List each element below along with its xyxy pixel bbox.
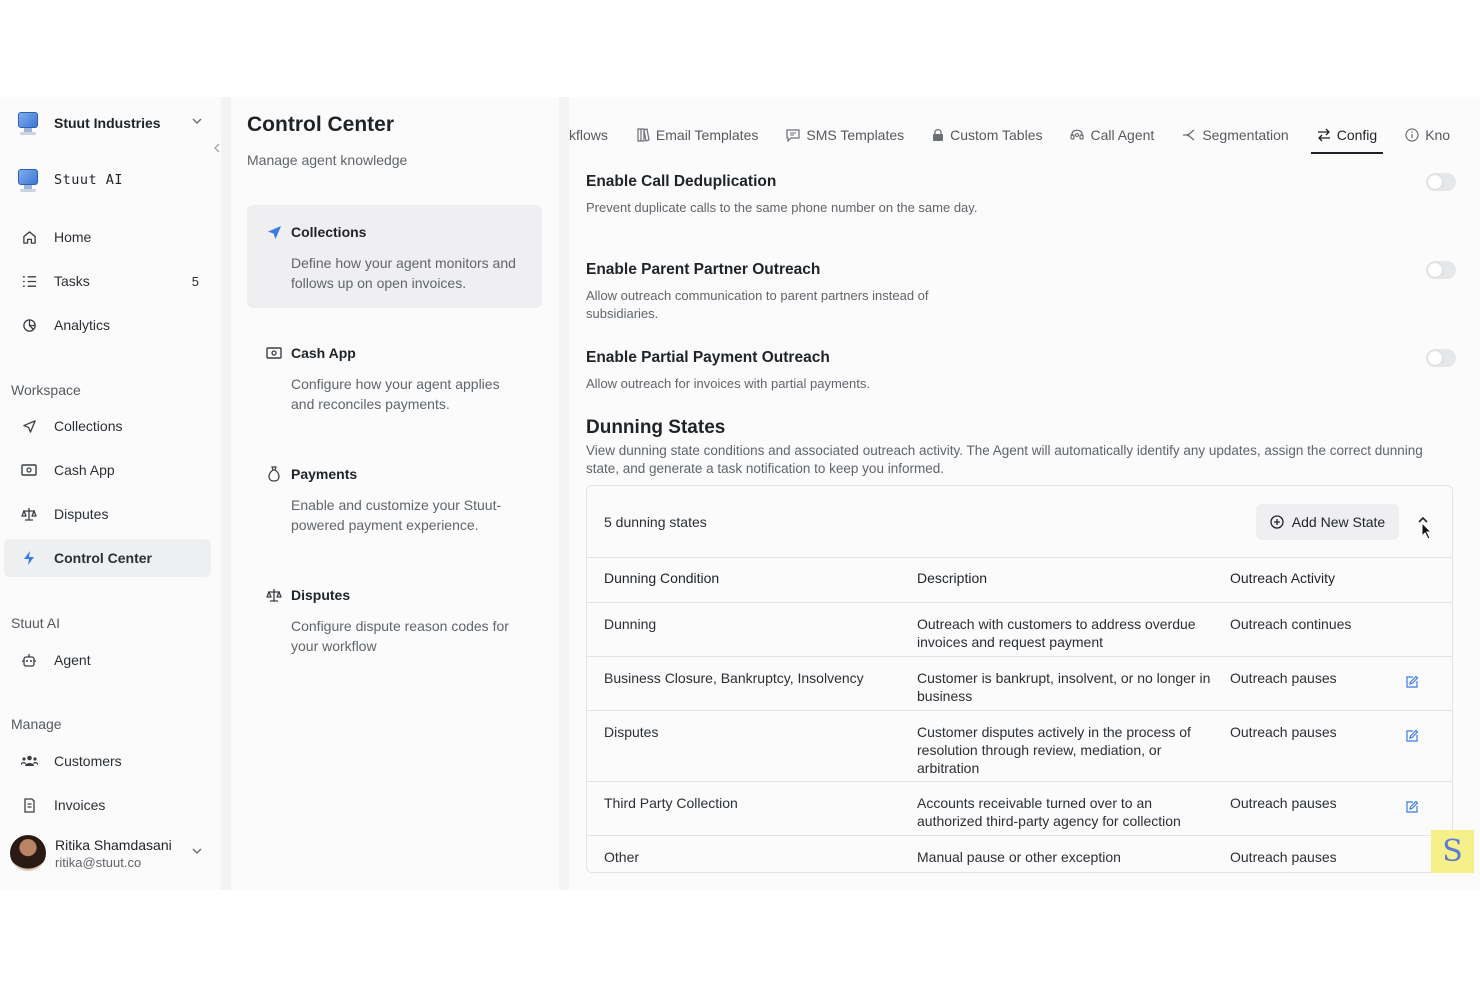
swap-icon [1317,128,1331,142]
setting-partial-payment-outreach [586,349,1456,393]
edit-icon[interactable] [1405,729,1419,743]
users-icon [20,752,38,770]
column-header: Outreach Activity [1230,570,1336,586]
headset-icon [1070,128,1084,142]
dunning-count: 5 dunning states [604,514,707,530]
card-description: Configure dispute reason codes for your workflow [291,618,509,654]
info-icon [1405,128,1419,142]
mouse-pointer-icon [1421,522,1433,543]
nav-label: Analytics [54,317,111,333]
card-title: Cash App [291,345,356,361]
nav-cash-app[interactable] [4,451,211,489]
org-switcher[interactable] [16,108,212,138]
chevron-down-icon[interactable] [191,115,203,130]
partial-payment-outreach-toggle[interactable] [1426,349,1456,367]
table-row [587,603,1452,657]
description-cell: Customer is bankrupt, insolvent, or no longer in business [917,670,1211,704]
tab-custom-tables[interactable]: Custom Tables [932,119,1042,151]
send-icon [265,223,283,241]
dunning-states-description: View dunning state conditions and associated outreach activity. The Agent will automatically identify any updates, assign the correct dunning state, and generate a task notification to keep you informed. [586,443,1423,476]
column-header: Description [917,570,988,586]
card-collections[interactable] [247,205,542,308]
nav-label: Customers [54,753,122,769]
pie-chart-icon [20,316,38,334]
tab-workflows[interactable]: kflows [569,127,608,143]
nav-label: Agent [54,652,91,668]
tab-email-templates[interactable]: Email Templates [636,119,758,151]
setting-parent-partner-outreach [586,261,1456,323]
parent-partner-outreach-toggle[interactable] [1426,261,1456,279]
nav-label: Control Center [54,550,152,566]
setting-description: Allow outreach for invoices with partial payments. [586,376,870,391]
setting-title: Enable Parent Partner Outreach [586,261,821,278]
split-icon [1182,128,1196,142]
dunning-states-table [586,485,1453,873]
robot-icon [20,651,38,669]
nav-disputes[interactable] [4,495,211,533]
s-logo-badge: S [1431,830,1474,873]
cash-icon [265,344,283,362]
tasks-icon [20,272,38,290]
ai-workspace[interactable] [16,165,123,195]
card-header [265,465,524,483]
tab-segmentation[interactable]: Segmentation [1182,119,1288,151]
cash-icon [20,461,38,479]
section-workspace: Workspace [11,382,81,398]
scale-icon [265,586,283,604]
card-header [265,586,524,604]
table-row [587,836,1452,872]
nav-invoices[interactable] [4,786,211,824]
monitor-logo-icon [16,110,40,136]
nav-label: Tasks [54,273,90,289]
table-row [587,657,1452,711]
description-cell: Customer disputes actively in the process of resolution through review, mediation, or arbitration [917,724,1191,776]
setting-title: Enable Call Deduplication [586,173,777,190]
activity-cell: Outreach pauses [1230,849,1337,865]
ai-name: Stuut AI [54,172,124,188]
org-name: Stuut Industries [54,115,161,131]
condition-cell: Other [604,849,640,865]
card-header [265,344,524,362]
tab-bar [569,119,1478,151]
avatar [10,835,46,871]
setting-description: Prevent duplicate calls to the same phone number on the same day. [586,200,978,215]
add-new-state-label: Add New State [1291,514,1386,530]
chevron-down-icon[interactable] [191,845,203,860]
config-panel [569,97,1480,890]
scale-icon [20,505,38,523]
edit-icon[interactable] [1405,800,1419,814]
collapse-sidebar-icon[interactable] [213,143,221,156]
setting-description: Allow outreach communication to parent partners instead of subsidiaries. [586,288,929,321]
card-title: Disputes [291,587,351,603]
section-stuut-ai: Stuut AI [11,615,61,631]
activity-cell: Outreach pauses [1230,724,1337,740]
edit-icon[interactable] [1405,675,1419,689]
user-menu[interactable] [10,833,210,873]
table-row [587,711,1452,782]
tab-sms-templates[interactable]: SMS Templates [786,119,904,151]
table-row [587,782,1452,836]
card-disputes[interactable] [247,568,542,671]
message-icon [786,128,800,142]
tab-config[interactable]: Config [1317,119,1377,151]
user-email: ritika@stuut.co [55,854,142,870]
bolt-icon [20,549,38,567]
call-deduplication-toggle[interactable] [1426,173,1456,191]
column-header: Dunning Condition [604,570,720,586]
activity-cell: Outreach pauses [1230,670,1337,686]
card-title: Payments [291,466,358,482]
page-subtitle: Manage agent knowledge [247,152,408,168]
condition-cell: Dunning [604,616,657,632]
condition-cell: Third Party Collection [604,795,738,811]
nav-label: Cash App [54,462,115,478]
card-description: Enable and customize your Stuut-powered payment experience. [291,497,502,533]
card-header [265,223,524,241]
nav-control-center[interactable] [4,539,211,577]
activity-cell: Outreach pauses [1230,795,1337,811]
app-window [0,97,1480,890]
nav-label: Invoices [54,797,106,813]
nav-customers[interactable] [4,742,211,780]
add-new-state-button[interactable] [1256,504,1399,540]
nav-tasks[interactable] [4,262,211,300]
section-manage: Manage [11,716,62,732]
condition-cell: Business Closure, Bankruptcy, Insolvency [604,670,864,686]
tasks-count-badge: 5 [191,273,199,289]
nav-label: Disputes [54,506,109,522]
nav-home[interactable] [4,218,211,256]
table-toolbar [587,486,1452,558]
table-header-row [587,558,1452,603]
card-cash-app[interactable] [247,326,542,429]
card-payments[interactable] [247,447,542,550]
description-cell: Manual pause or other exception [917,849,1121,865]
tab-call-agent[interactable]: Call Agent [1070,119,1154,151]
monitor-logo-icon [16,167,40,193]
lock-icon [932,128,944,142]
nav-label: Home [54,229,92,245]
nav-agent[interactable] [4,641,211,679]
control-center-panel [231,97,559,890]
book-icon [636,128,650,142]
send-icon [20,417,38,435]
nav-label: Collections [54,418,123,434]
setting-title: Enable Partial Payment Outreach [586,349,830,366]
card-title: Collections [291,224,367,240]
description-cell: Outreach with customers to address overdue invoices and request payment [917,616,1196,650]
card-description: Define how your agent monitors and follows up on open invoices. [291,255,516,291]
user-info [55,837,172,870]
description-cell: Accounts receivable turned over to an authorized third-party agency for collection [917,795,1181,829]
activity-cell: Outreach continues [1230,616,1352,632]
dunning-states-heading: Dunning States [586,417,726,438]
nav-analytics[interactable] [4,306,211,344]
invoice-icon [20,796,38,814]
card-description: Configure how your agent applies and reconciles payments. [291,376,500,412]
page-title: Control Center [247,113,394,136]
home-icon [20,228,38,246]
setting-call-deduplication [586,173,1456,217]
nav-collections[interactable] [4,407,211,445]
tab-knowledge[interactable]: Kno [1405,119,1450,151]
plus-circle-icon [1270,515,1284,529]
money-bag-icon [265,465,283,483]
user-name: Ritika Shamdasani [55,836,172,853]
sidebar [0,97,221,890]
condition-cell: Disputes [604,724,659,740]
